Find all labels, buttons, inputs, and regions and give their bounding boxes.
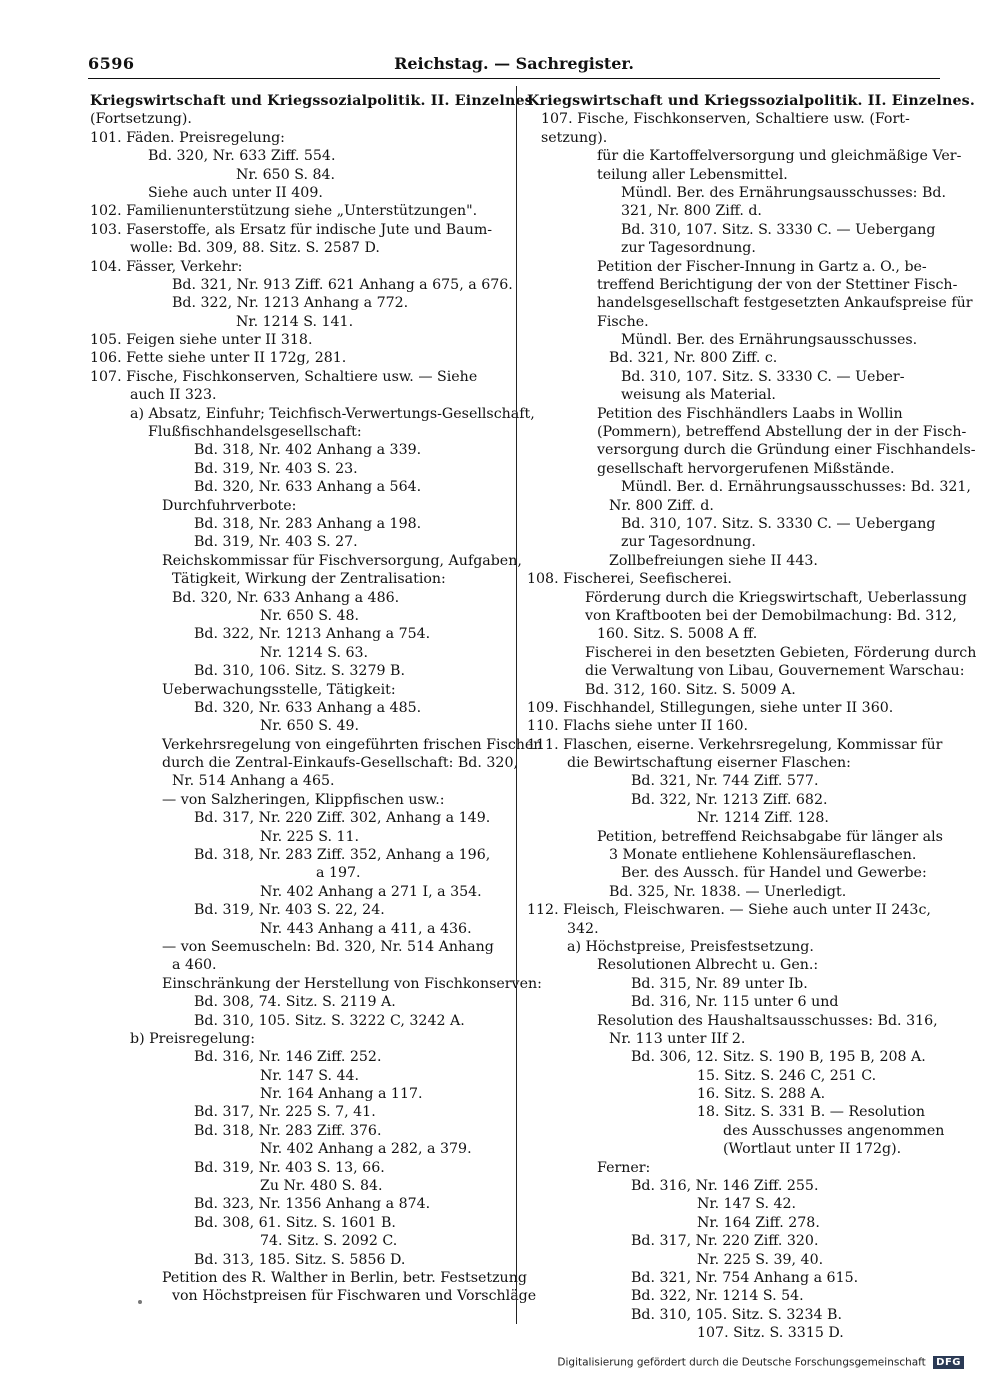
reference-line: Bd. 318, Nr. 402 Anhang a 339. [194, 442, 422, 459]
reference-line: Nr. 147 S. 44. [260, 1067, 360, 1084]
reference-line: Bd. 318, Nr. 283 Ziff. 352, Anhang a 196, [194, 847, 491, 864]
reference-line: Nr. 650 S. 84. [236, 166, 336, 183]
reference-line: Bd. 308, 74. Sitz. S. 2119 A. [194, 994, 396, 1011]
reference-line: Bd. 316, Nr. 146 Ziff. 255. [631, 1178, 819, 1195]
reference-line: 160. Sitz. S. 5008 A ff. [597, 626, 758, 643]
entry-line: 103. Faserstoffe, als Ersatz für indische Jute und Baum- [90, 221, 493, 238]
text-line: weisung als Material. [621, 387, 776, 404]
column-divider [516, 86, 517, 1324]
reference-line: Bd. 318, Nr. 283 Ziff. 376. [194, 1122, 382, 1139]
text-line: Fische. [597, 313, 649, 330]
reference-line: Nr. 147 S. 42. [697, 1196, 797, 1213]
text-line: (Pommern), betreffend Abstellung der in der Fisch- [597, 424, 967, 441]
reference-line: Nr. 402 Anhang a 271 I, a 354. [260, 883, 482, 900]
reference-line: Bd. 313, 185. Sitz. S. 5856 D. [194, 1251, 406, 1268]
reference-line: Bd. 317, Nr. 220 Ziff. 302, Anhang a 149. [194, 810, 491, 827]
reference-line: Bd. 322, Nr. 1214 S. 54. [631, 1288, 804, 1305]
reference-line: Nr. 164 Ziff. 278. [697, 1214, 820, 1231]
topic-line: Ueberwachungsstelle, Tätigkeit: [162, 681, 396, 698]
reference-line: 321, Nr. 800 Ziff. d. [621, 203, 762, 220]
scan-speck [138, 1300, 142, 1304]
report-line: Ber. des Aussch. für Handel und Gewerbe: [621, 865, 927, 882]
entry-line: 107. Fische, Fischkonserven, Schaltiere usw. — Siehe [90, 368, 478, 385]
reference-line: 74. Sitz. S. 2092 C. [260, 1233, 398, 1250]
text-line: teilung aller Lebensmittel. [597, 166, 788, 183]
petition-line: Petition der Fischer-Innung in Gartz a. O., be- [597, 258, 927, 275]
text-line: 342. [567, 920, 599, 937]
topic-line: Petition des R. Walther in Berlin, betr. Festsetzung [162, 1270, 527, 1286]
topic-line: Durchfuhrverbote: [162, 497, 297, 514]
dfg-logo: DFG [933, 1356, 964, 1369]
reference-line: Nr. 225 S. 11. [260, 828, 360, 845]
cross-reference-line: Zollbefreiungen siehe II 443. [609, 552, 818, 569]
reference-line: Nr. 443 Anhang a 411, a 436. [260, 920, 472, 937]
reference-line: Bd. 318, Nr. 283 Anhang a 198. [194, 515, 422, 532]
entry-line: 112. Fleisch, Fleischwaren. — Siehe auch unter II 243c, [527, 902, 931, 919]
reference-line: Nr. 164 Anhang a 117. [260, 1086, 423, 1103]
reference-line: Bd. 308, 61. Sitz. S. 1601 B. [194, 1214, 396, 1231]
text-line: 107. Fische, Fischkonserven, Schaltiere usw. (Fort- [541, 111, 910, 128]
text-line: von Höchstpreisen für Fischwaren und Vorschläge [172, 1288, 537, 1305]
reference-line: Bd. 310, 106. Sitz. S. 3279 B. [194, 663, 405, 680]
reference-line: Bd. 321, Nr. 754 Anhang a 615. [631, 1270, 859, 1286]
running-title: Reichstag. — Sachregister. [394, 54, 634, 73]
reference-line: Bd. 310, 107. Sitz. S. 3330 C. — Uebergang [621, 221, 936, 238]
text-line: des Ausschusses angenommen [723, 1122, 945, 1139]
reference-line: 18. Sitz. S. 331 B. — Resolution [697, 1104, 925, 1121]
entry-line: 105. Feigen siehe unter II 318. [90, 332, 313, 349]
topic-line: Förderung durch die Kriegswirtschaft, Ueberlassung [585, 589, 967, 606]
subentry-line: a) Absatz, Einfuhr; Teichfisch-Verwertungs-Gesellschaft, [130, 405, 535, 422]
page-number: 6596 [88, 54, 135, 73]
reference-line: Bd. 322, Nr. 1213 Anhang a 754. [194, 626, 431, 643]
reference-line: Nr. 1214 S. 141. [236, 313, 354, 330]
reference-line: Bd. 321, Nr. 744 Ziff. 577. [631, 773, 819, 790]
text-line: treffend Berichtigung der von der Stettiner Fisch- [597, 276, 958, 293]
entry-line: 106. Fette siehe unter II 172g, 281. [90, 350, 347, 367]
reference-line: 107. Sitz. S. 3315 D. [697, 1325, 844, 1342]
topic-line: Fischerei in den besetzten Gebieten, Förderung durch [585, 644, 977, 661]
reference-line: Nr. 514 Anhang a 465. [172, 773, 335, 790]
reference-line: Bd. 320, Nr. 633 Anhang a 486. [172, 589, 400, 606]
report-line: Mündl. Ber. d. Ernährungsausschusses: Bd. 321, [621, 479, 971, 496]
cross-reference-line: Siehe auch unter II 409. [148, 184, 323, 201]
text-line: setzung). [541, 129, 608, 146]
reference-line: Nr. 113 unter IIf 2. [609, 1030, 746, 1047]
subentry-line: b) Preisregelung: [130, 1030, 255, 1047]
topic-line: — von Seemuscheln: Bd. 320, Nr. 514 Anhang [162, 938, 494, 955]
reference-line: Bd. 322, Nr. 1213 Ziff. 682. [631, 791, 828, 808]
reference-line: Bd. 319, Nr. 403 S. 22, 24. [194, 902, 385, 919]
text-line: (Fortsetzung). [90, 111, 192, 128]
reference-line: Bd. 325, Nr. 1838. — Unerledigt. [609, 883, 847, 900]
entry-line: 108. Fischerei, Seefischerei. [527, 571, 732, 588]
text-line: Tätigkeit, Wirkung der Zentralisation: [172, 571, 446, 588]
reference-line: Bd. 315, Nr. 89 unter Ib. [631, 975, 808, 992]
right-column [527, 92, 977, 1343]
reference-line: Bd. 317, Nr. 220 Ziff. 320. [631, 1233, 819, 1250]
digitization-credit [557, 1356, 964, 1369]
reference-line: Nr. 225 S. 39, 40. [697, 1251, 824, 1268]
reference-line: Bd. 319, Nr. 403 S. 13, 66. [194, 1159, 385, 1176]
reference-line: Bd. 319, Nr. 403 S. 23. [194, 460, 358, 477]
page-header [88, 54, 940, 76]
reference-line: Bd. 320, Nr. 633 Anhang a 485. [194, 699, 422, 716]
reference-line: 16. Sitz. S. 288 A. [697, 1086, 826, 1103]
topic-line: Einschränkung der Herstellung von Fischkonserven: [162, 975, 542, 992]
reference-line: a 197. [316, 865, 361, 882]
topic-line: — von Salzheringen, Klippfischen usw.: [162, 791, 445, 808]
text-line: von Kraftbooten bei der Demobilmachung: Bd. 312, [585, 607, 957, 624]
subentry-line: a) Höchstpreise, Preisfestsetzung. [567, 938, 814, 955]
report-line: Mündl. Ber. des Ernährungsausschusses. [621, 332, 918, 349]
section-heading: Kriegswirtschaft und Kriegssozialpolitik. II. Einzelnes. [527, 93, 976, 109]
text-line: 3 Monate entliehene Kohlensäureflaschen. [609, 847, 917, 864]
text-line: auch II 323. [130, 387, 217, 404]
text-line: die Bewirtschaftung eiserner Flaschen: [567, 755, 851, 772]
reference-line: Bd. 310, 105. Sitz. S. 3222 C, 3242 A. [194, 1012, 465, 1029]
header-rule [88, 78, 940, 79]
topic-line: Verkehrsregelung von eingeführten frischen Fischen [162, 736, 543, 753]
entry-line: 104. Fässer, Verkehr: [90, 258, 243, 275]
reference-line: Bd. 322, Nr. 1213 Anhang a 772. [172, 295, 409, 312]
reference-line: Bd. 323, Nr. 1356 Anhang a 874. [194, 1196, 431, 1213]
section-heading: Kriegswirtschaft und Kriegssozialpolitik. II. Einzelnes [90, 93, 533, 109]
reference-line: Bd. 316, Nr. 115 unter 6 und [631, 994, 839, 1011]
reference-line: Bd. 320, Nr. 633 Anhang a 564. [194, 479, 422, 496]
reference-line: Nr. 1214 S. 63. [260, 644, 369, 661]
text-line: (Wortlaut unter II 172g). [723, 1141, 902, 1158]
entry-line: 109. Fischhandel, Stillegungen, siehe unter II 360. [527, 699, 894, 716]
reference-line: Bd. 317, Nr. 225 S. 7, 41. [194, 1104, 376, 1121]
entry-line: 102. Familienunterstützung siehe „Unterstützungen". [90, 203, 478, 220]
reference-line: Nr. 402 Anhang a 282, a 379. [260, 1141, 472, 1158]
reference-line: Bd. 321, Nr. 800 Ziff. c. [609, 350, 778, 367]
reference-line: Nr. 650 S. 49. [260, 718, 360, 735]
entry-line: 101. Fäden. Preisregelung: [90, 129, 285, 146]
credit-text: Digitalisierung gefördert durch die Deutsche Forschungsgemeinschaft [557, 1356, 926, 1369]
entry-line: 111. Flaschen, eiserne. Verkehrsregelung, Kommissar für [527, 736, 943, 753]
reference-line: Bd. 306, 12. Sitz. S. 190 B, 195 B, 208 A. [631, 1049, 926, 1066]
text-line: die Verwaltung von Libau, Gouvernement Warschau: [585, 663, 965, 680]
text-line: handelsgesellschaft festgesetzten Ankaufspreise für [597, 295, 973, 312]
reference-line: a 460. [172, 957, 217, 974]
reference-line: Bd. 316, Nr. 146 Ziff. 252. [194, 1049, 382, 1066]
resolution-line: Resolution des Haushaltsausschusses: Bd. 316, [597, 1012, 938, 1029]
reference-line: Bd. 320, Nr. 633 Ziff. 554. [148, 148, 336, 165]
text-line: versorgung durch die Gründung einer Fischhandels- [597, 442, 976, 459]
text-line: wolle: Bd. 309, 88. Sitz. S. 2587 D. [130, 240, 380, 257]
left-column [90, 92, 543, 1306]
reference-line: Bd. 310, 105. Sitz. S. 3234 B. [631, 1306, 842, 1323]
text-line: zur Tagesordnung. [621, 240, 756, 257]
reference-line: Bd. 310, 107. Sitz. S. 3330 C. — Uebergang [621, 515, 936, 532]
reference-line: Bd. 310, 107. Sitz. S. 3330 C. — Ueber- [621, 368, 905, 385]
topic-line: Ferner: [597, 1159, 651, 1176]
reference-line: Nr. 1214 Ziff. 128. [697, 810, 829, 827]
reference-line: 15. Sitz. S. 246 C, 251 C. [697, 1067, 877, 1084]
reference-line: Bd. 312, 160. Sitz. S. 5009 A. [585, 681, 796, 698]
text-line: zur Tagesordnung. [621, 534, 756, 551]
reference-line: Zu Nr. 480 S. 84. [260, 1178, 383, 1195]
reference-line: Nr. 800 Ziff. d. [609, 497, 714, 514]
report-line: Mündl. Ber. des Ernährungsausschusses: Bd. [621, 184, 946, 201]
text-line: gesellschaft hervorgerufenen Mißstände. [597, 460, 895, 477]
reference-line: Bd. 319, Nr. 403 S. 27. [194, 534, 358, 551]
reference-line: Nr. 650 S. 48. [260, 607, 360, 624]
text-line: Flußfischhandelsgesellschaft: [148, 424, 362, 441]
entry-line: 110. Flachs siehe unter II 160. [527, 718, 749, 735]
text-line: für die Kartoffelversorgung und gleichmäßige Ver- [597, 148, 962, 165]
text-line: durch die Zentral-Einkaufs-Gesellschaft: Bd. 320, [162, 755, 518, 772]
topic-line: Reichskommissar für Fischversorgung, Aufgaben, [162, 552, 522, 569]
resolution-line: Resolutionen Albrecht u. Gen.: [597, 957, 819, 974]
reference-line: Bd. 321, Nr. 913 Ziff. 621 Anhang a 675, a 676. [172, 276, 513, 293]
petition-line: Petition, betreffend Reichsabgabe für länger als [597, 828, 943, 845]
petition-line: Petition des Fischhändlers Laabs in Wollin [597, 405, 903, 422]
